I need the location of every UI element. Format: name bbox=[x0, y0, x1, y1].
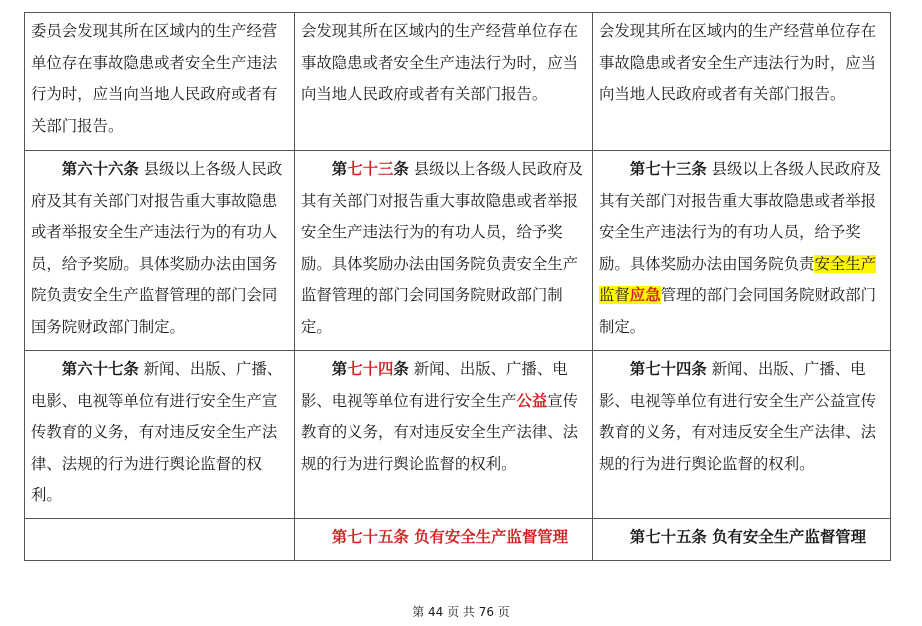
article-heading-suffix: 条 bbox=[393, 160, 409, 178]
article-heading: 第七十四条 bbox=[629, 360, 707, 378]
table-cell bbox=[25, 151, 295, 351]
table-cell bbox=[25, 13, 295, 151]
table-cell bbox=[295, 519, 593, 561]
cell-text: 会发现其所在区域内的生产经营单位存在事故隐患或者安全生产违法行为时，应当向当地人民政府或者有关部门报告。 bbox=[599, 22, 877, 103]
article-heading: 第七十五条 负有安全生产监督管理 bbox=[629, 528, 867, 546]
article-heading-changed: 七十三 bbox=[347, 160, 394, 178]
table-cell bbox=[25, 519, 295, 561]
comparison-table bbox=[24, 12, 891, 561]
article-heading-prefix: 第 bbox=[331, 160, 348, 178]
article-text: 县级以上各级人民政府及其有关部门对报告重大事故隐患或者举报安全生产违法行为的有功人员，给予奖励。具体奖励办法由国务院负责 bbox=[599, 160, 881, 273]
article-text-tail: 管理的部门会同国务院财政部门制定。 bbox=[599, 286, 877, 336]
table-cell bbox=[295, 151, 593, 351]
page-number: 第 44 页 共 76 页 bbox=[412, 605, 510, 619]
article-text-tail: 宣传教育的义务，有对违反安全生产法律、法规的行为进行舆论监督的权利。 bbox=[301, 391, 579, 473]
article-heading: 第六十六条 bbox=[61, 160, 139, 178]
article-heading-prefix: 第 bbox=[331, 360, 348, 378]
table-cell bbox=[593, 519, 891, 561]
table-cell bbox=[295, 351, 593, 519]
table-cell bbox=[593, 151, 891, 351]
article-heading-suffix: 条 bbox=[393, 360, 409, 378]
article-text: 新闻、出版、广播、电影、电视等单位有进行安全生产 bbox=[301, 360, 568, 410]
article-heading-changed: 第七十五条 负有安全生产监督管理 bbox=[331, 528, 569, 546]
article-heading: 第七十三条 bbox=[629, 160, 707, 178]
article-heading-changed: 七十四 bbox=[347, 360, 394, 378]
article-text: 新闻、出版、广播、电影、电视等单位有进行安全生产公益宣传教育的义务，有对违反安全生产法律、法规的行为进行舆论监督的权利。 bbox=[599, 360, 877, 473]
changed-text: 公益 bbox=[516, 391, 548, 410]
table-cell bbox=[593, 13, 891, 151]
cell-text: 委员会发现其所在区域内的生产经营单位存在事故隐患或者安全生产违法行为时，应当向当地人民政府或者有关部门报告。 bbox=[31, 22, 278, 135]
table-cell bbox=[295, 13, 593, 151]
cell-text: 会发现其所在区域内的生产经营单位存在事故隐患或者安全生产违法行为时，应当向当地人民政府或者有关部门报告。 bbox=[301, 22, 579, 103]
table-cell bbox=[25, 351, 295, 519]
article-text: 新闻、出版、广播、电影、电视等单位有进行安全生产宣传教育的义务，有对违反安全生产法律、法规的行为进行舆论监督的权利。 bbox=[31, 360, 283, 504]
highlighted-text: 安全生产监督 bbox=[599, 254, 877, 304]
article-text: 县级以上各级人民政府及其有关部门对报告重大事故隐患或者举报安全生产违法行为的有功人员，给予奖励。具体奖励办法由国务院负责安全生产监督管理的部门会同国务院财政部门制定。 bbox=[301, 160, 583, 336]
highlighted-changed-text: 应急 bbox=[629, 286, 661, 304]
article-text: 县级以上各级人民政府及其有关部门对报告重大事故隐患或者举报安全生产违法行为的有功人员，给予奖励。具体奖励办法由国务院负责安全生产监督管理的部门会同国务院财政部门制定。 bbox=[31, 160, 283, 336]
article-heading: 第六十七条 bbox=[61, 360, 139, 378]
table-cell bbox=[593, 351, 891, 519]
